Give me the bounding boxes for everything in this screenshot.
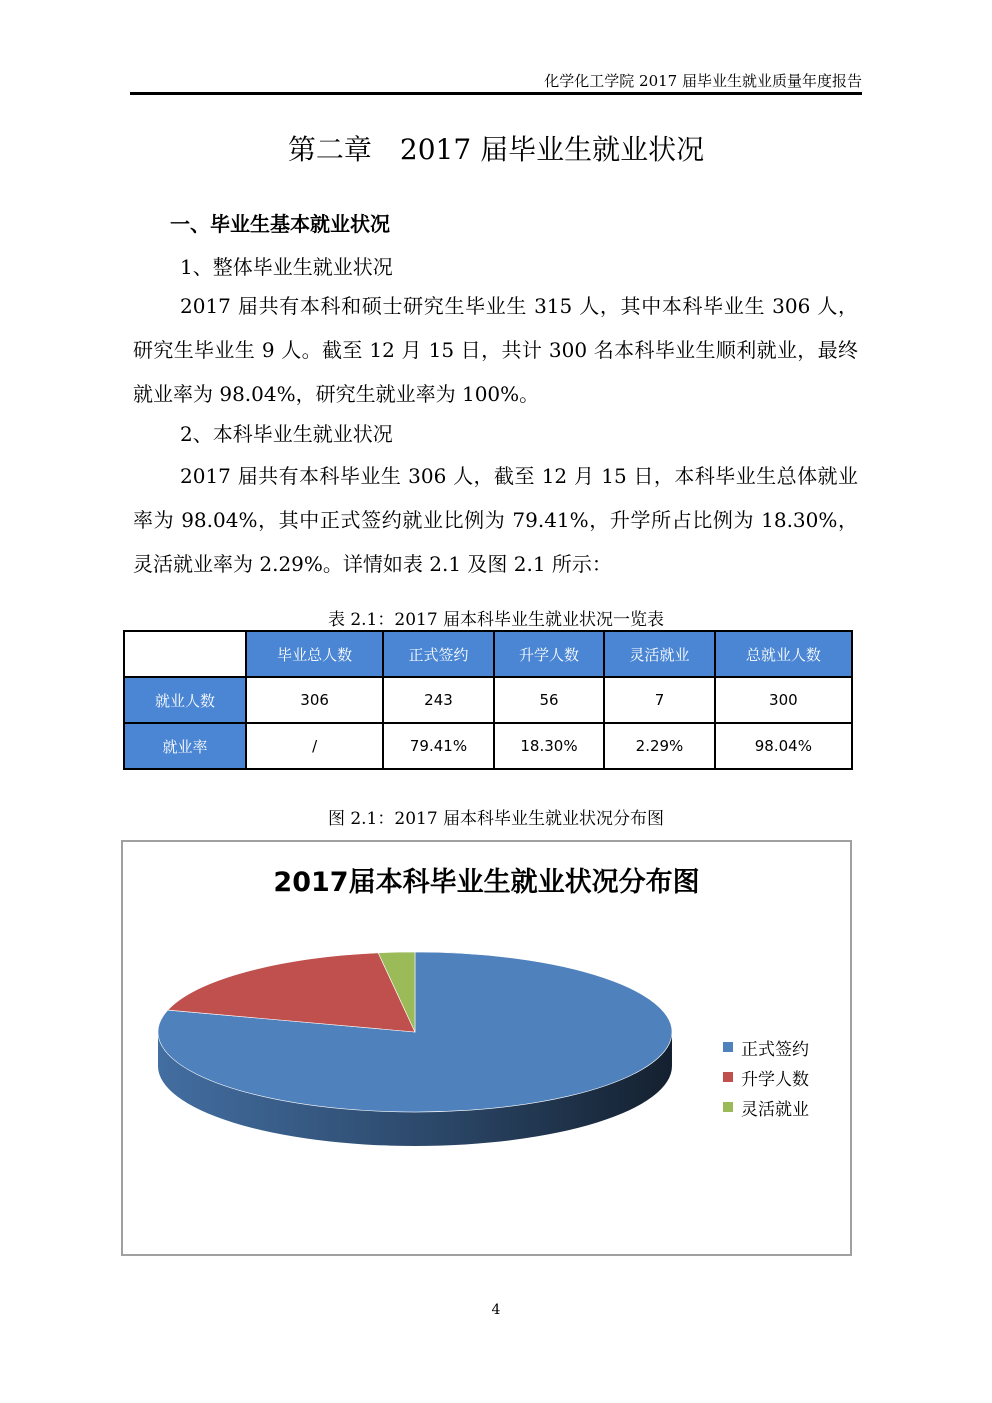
legend-item [723,1032,809,1062]
table-cell: 56 [494,677,605,723]
pie-chart-frame [121,840,852,1256]
subsection-heading-overall: 1、整体毕业生就业状况 [180,255,393,279]
table-cell: 18.30% [494,723,605,769]
table-column-header: 正式签约 [383,631,494,677]
legend-swatch [723,1102,733,1112]
chart-legend [723,1032,809,1122]
table-cell: 300 [715,677,852,723]
table-corner-cell [124,631,246,677]
table-cell: / [246,723,383,769]
table-column-header: 毕业总人数 [246,631,383,677]
table-cell: 98.04% [715,723,852,769]
legend-label: 升学人数 [741,1069,809,1090]
legend-item [723,1062,809,1092]
running-header: 化学化工学院 2017 届毕业生就业质量年度报告 [544,72,862,90]
legend-swatch [723,1042,733,1052]
employment-table [123,630,853,770]
legend-label: 灵活就业 [741,1099,809,1120]
header-rule [130,92,862,95]
legend-label: 正式签约 [741,1039,809,1060]
legend-item [723,1092,809,1122]
legend-swatch [723,1072,733,1082]
table-cell: 306 [246,677,383,723]
table-caption: 表 2.1：2017 届本科毕业生就业状况一览表 [327,610,665,630]
chart-title: 2017届本科毕业生就业状况分布图 [273,867,700,898]
table-column-header: 灵活就业 [604,631,715,677]
section-heading: 一、毕业生基本就业状况 [170,212,390,236]
table-column-header: 升学人数 [494,631,605,677]
table-column-header: 总就业人数 [715,631,852,677]
figure-caption: 图 2.1：2017 届本科毕业生就业状况分布图 [327,809,665,829]
table-cell: 2.29% [604,723,715,769]
table-row-header: 就业人数 [124,677,246,723]
chapter-title: 第二章 2017 届毕业生就业状况 [287,133,705,166]
page-number: 4 [491,1302,501,1318]
table-row [124,723,852,769]
table-cell: 79.41% [383,723,494,769]
table-cell: 243 [383,677,494,723]
table-row [124,677,852,723]
table-cell: 7 [604,677,715,723]
paragraph-undergrad: 2017 届共有本科毕业生 306 人，截至 12 月 15 日，本科毕业生总体就业率为 98.04%，其中正式签约就业比例为 79.41%，升学所占比例为 18.30%，灵活就业率为 2.29%。详情如表 2.1 及图 2.1 所示： [133,464,858,576]
table-row-header: 就业率 [124,723,246,769]
table-header-row [124,631,852,677]
paragraph-overall: 2017 届共有本科和硕士研究生毕业生 315 人，其中本科毕业生 306 人，研究生毕业生 9 人。截至 12 月 15 日，共计 300 名本科毕业生顺利就业，最终就业率为 98.04%，研究生就业率为 100%。 [133,294,858,406]
subsection-heading-undergrad: 2、本科毕业生就业状况 [180,422,393,446]
